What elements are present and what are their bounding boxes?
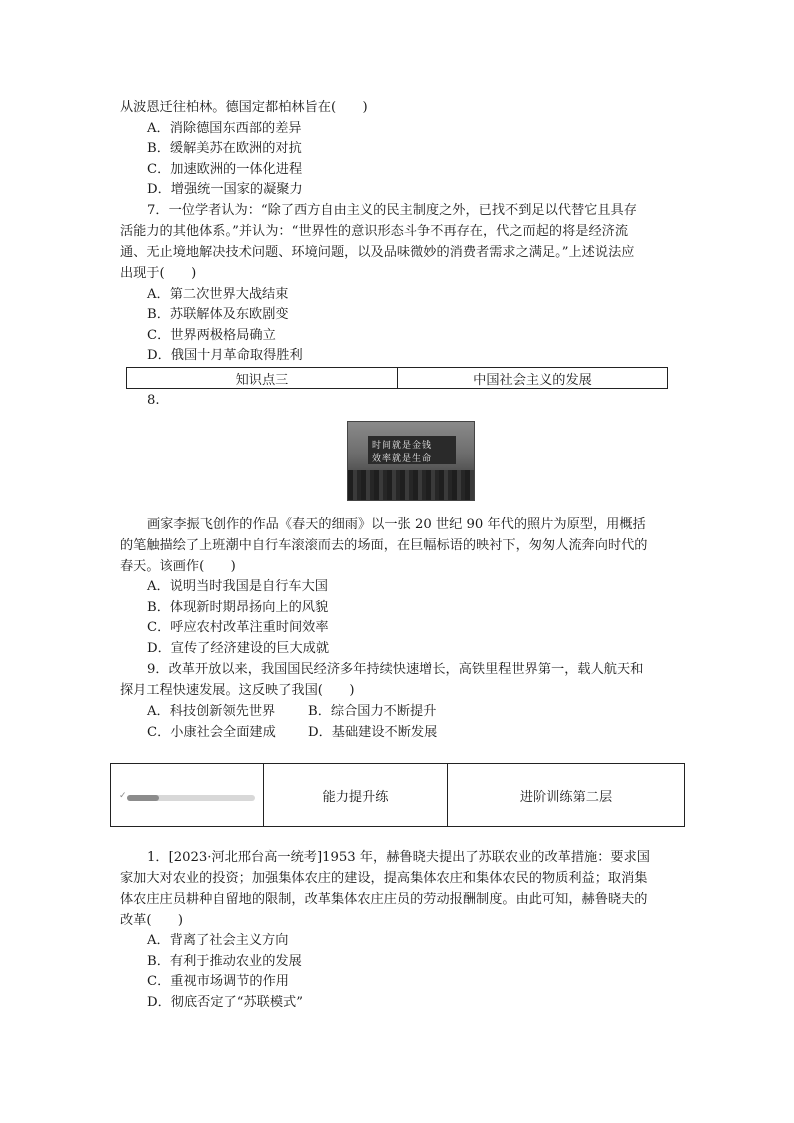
q8-option-d: D．宣传了经济建设的巨大成就	[147, 641, 330, 656]
banner-line-1: 时间就是金钱	[372, 441, 433, 451]
q8-photo	[347, 421, 475, 501]
p1-stem-line: 改革( )	[120, 913, 184, 928]
check-icon: ✓	[119, 791, 127, 801]
p1-option-c: C．重视市场调节的作用	[147, 974, 289, 989]
section-3-title: 中国社会主义的发展	[397, 368, 667, 388]
q8-option-b: B．体现新时期昂扬向上的风貌	[147, 600, 329, 615]
q9-option-a: A．科技创新领先世界	[147, 704, 276, 719]
q6-option-b: B．缓解美苏在欧洲的对抗	[147, 141, 302, 156]
q7-stem-line: 7．一位学者认为：“除了西方自由主义的民主制度之外，已找不到足以代替它且具存	[147, 203, 637, 218]
q9-stem-line: 探月工程快速发展。这反映了我国( )	[120, 683, 355, 698]
q9-option-c: C．小康社会全面建成	[147, 725, 276, 740]
q7-option-a: A．第二次世界大战结束	[147, 287, 289, 302]
q9-stem-line: 9．改革开放以来，我国国民经济多年持续快速增长，高铁里程世界第一，载人航天和	[147, 662, 644, 677]
p1-option-a: A．背离了社会主义方向	[147, 933, 289, 948]
q6-option-a: A．消除德国东西部的差异	[147, 121, 302, 136]
q8-number: 8.	[147, 393, 160, 408]
level-header	[110, 763, 685, 827]
q8-stem-line: 的笔触描绘了上班潮中自行车滚滚而去的场面，在巨幅标语的映衬下，匆匆人流奔向时代的	[120, 538, 648, 553]
p1-option-d: D．彻底否定了“苏联模式”	[147, 995, 303, 1010]
q7-stem-line: 活能力的其他体系。”并认为：“世界性的意识形态斗争不再存在，代之而起的将是经济流	[120, 224, 629, 239]
q9-option-b: B．综合国力不断提升	[308, 704, 437, 719]
p1-option-b: B．有利于推动农业的发展	[147, 954, 302, 969]
photo-banner	[368, 436, 456, 464]
p1-stem-line: 家加大对农业的投资；加强集体农庄的建设，提高集体农庄和集体农民的物质利益；取消集	[120, 871, 648, 886]
level-progress-bar	[119, 791, 255, 801]
q7-option-b: B．苏联解体及东欧剧变	[147, 307, 289, 322]
q7-option-c: C．世界两极格局确立	[147, 328, 276, 343]
section-3-label: 知识点三	[235, 372, 289, 388]
q8-option-c: C．呼应农村改革注重时间效率	[147, 620, 329, 635]
p1-stem-line: 1．[2023·河北邢台高一统考]1953 年，赫鲁晓夫提出了苏联农业的改革措施：要求国	[147, 850, 650, 865]
level-progress-cell	[111, 764, 263, 826]
photo-crowd	[348, 470, 474, 500]
banner-line-2: 效率就是生命	[372, 454, 433, 464]
q7-stem-line: 出现于( )	[120, 266, 197, 281]
section-3-header	[126, 367, 668, 389]
level-subtitle: 进阶训练第二层	[447, 764, 684, 826]
q6-stem: 从波恩迁往柏林。德国定都柏林旨在( )	[120, 100, 368, 115]
progress-fill	[127, 795, 159, 801]
q6-option-c: C．加速欧洲的一体化进程	[147, 162, 303, 177]
q6-option-d: D．增强统一国家的凝聚力	[147, 182, 303, 197]
level-title: 能力提升练	[263, 764, 447, 826]
q9-option-d: D．基础建设不断发展	[308, 725, 438, 740]
p1-stem-line: 体农庄庄员耕种自留地的限制，改革集体农庄庄员的劳动报酬制度。由此可知，赫鲁晓夫的	[120, 892, 648, 907]
q8-stem-line: 画家李振飞创作的作品《春天的细雨》以一张 20 世纪 90 年代的照片为原型，用概括	[147, 517, 646, 532]
q7-option-d: D．俄国十月革命取得胜利	[147, 348, 303, 363]
q8-option-a: A．说明当时我国是自行车大国	[147, 579, 328, 594]
q8-stem-line: 春天。该画作( )	[120, 559, 236, 574]
q7-stem-line: 通、无止境地解决技术问题、环境问题，以及品味微妙的消费者需求之满足。”上述说法应	[120, 245, 635, 260]
